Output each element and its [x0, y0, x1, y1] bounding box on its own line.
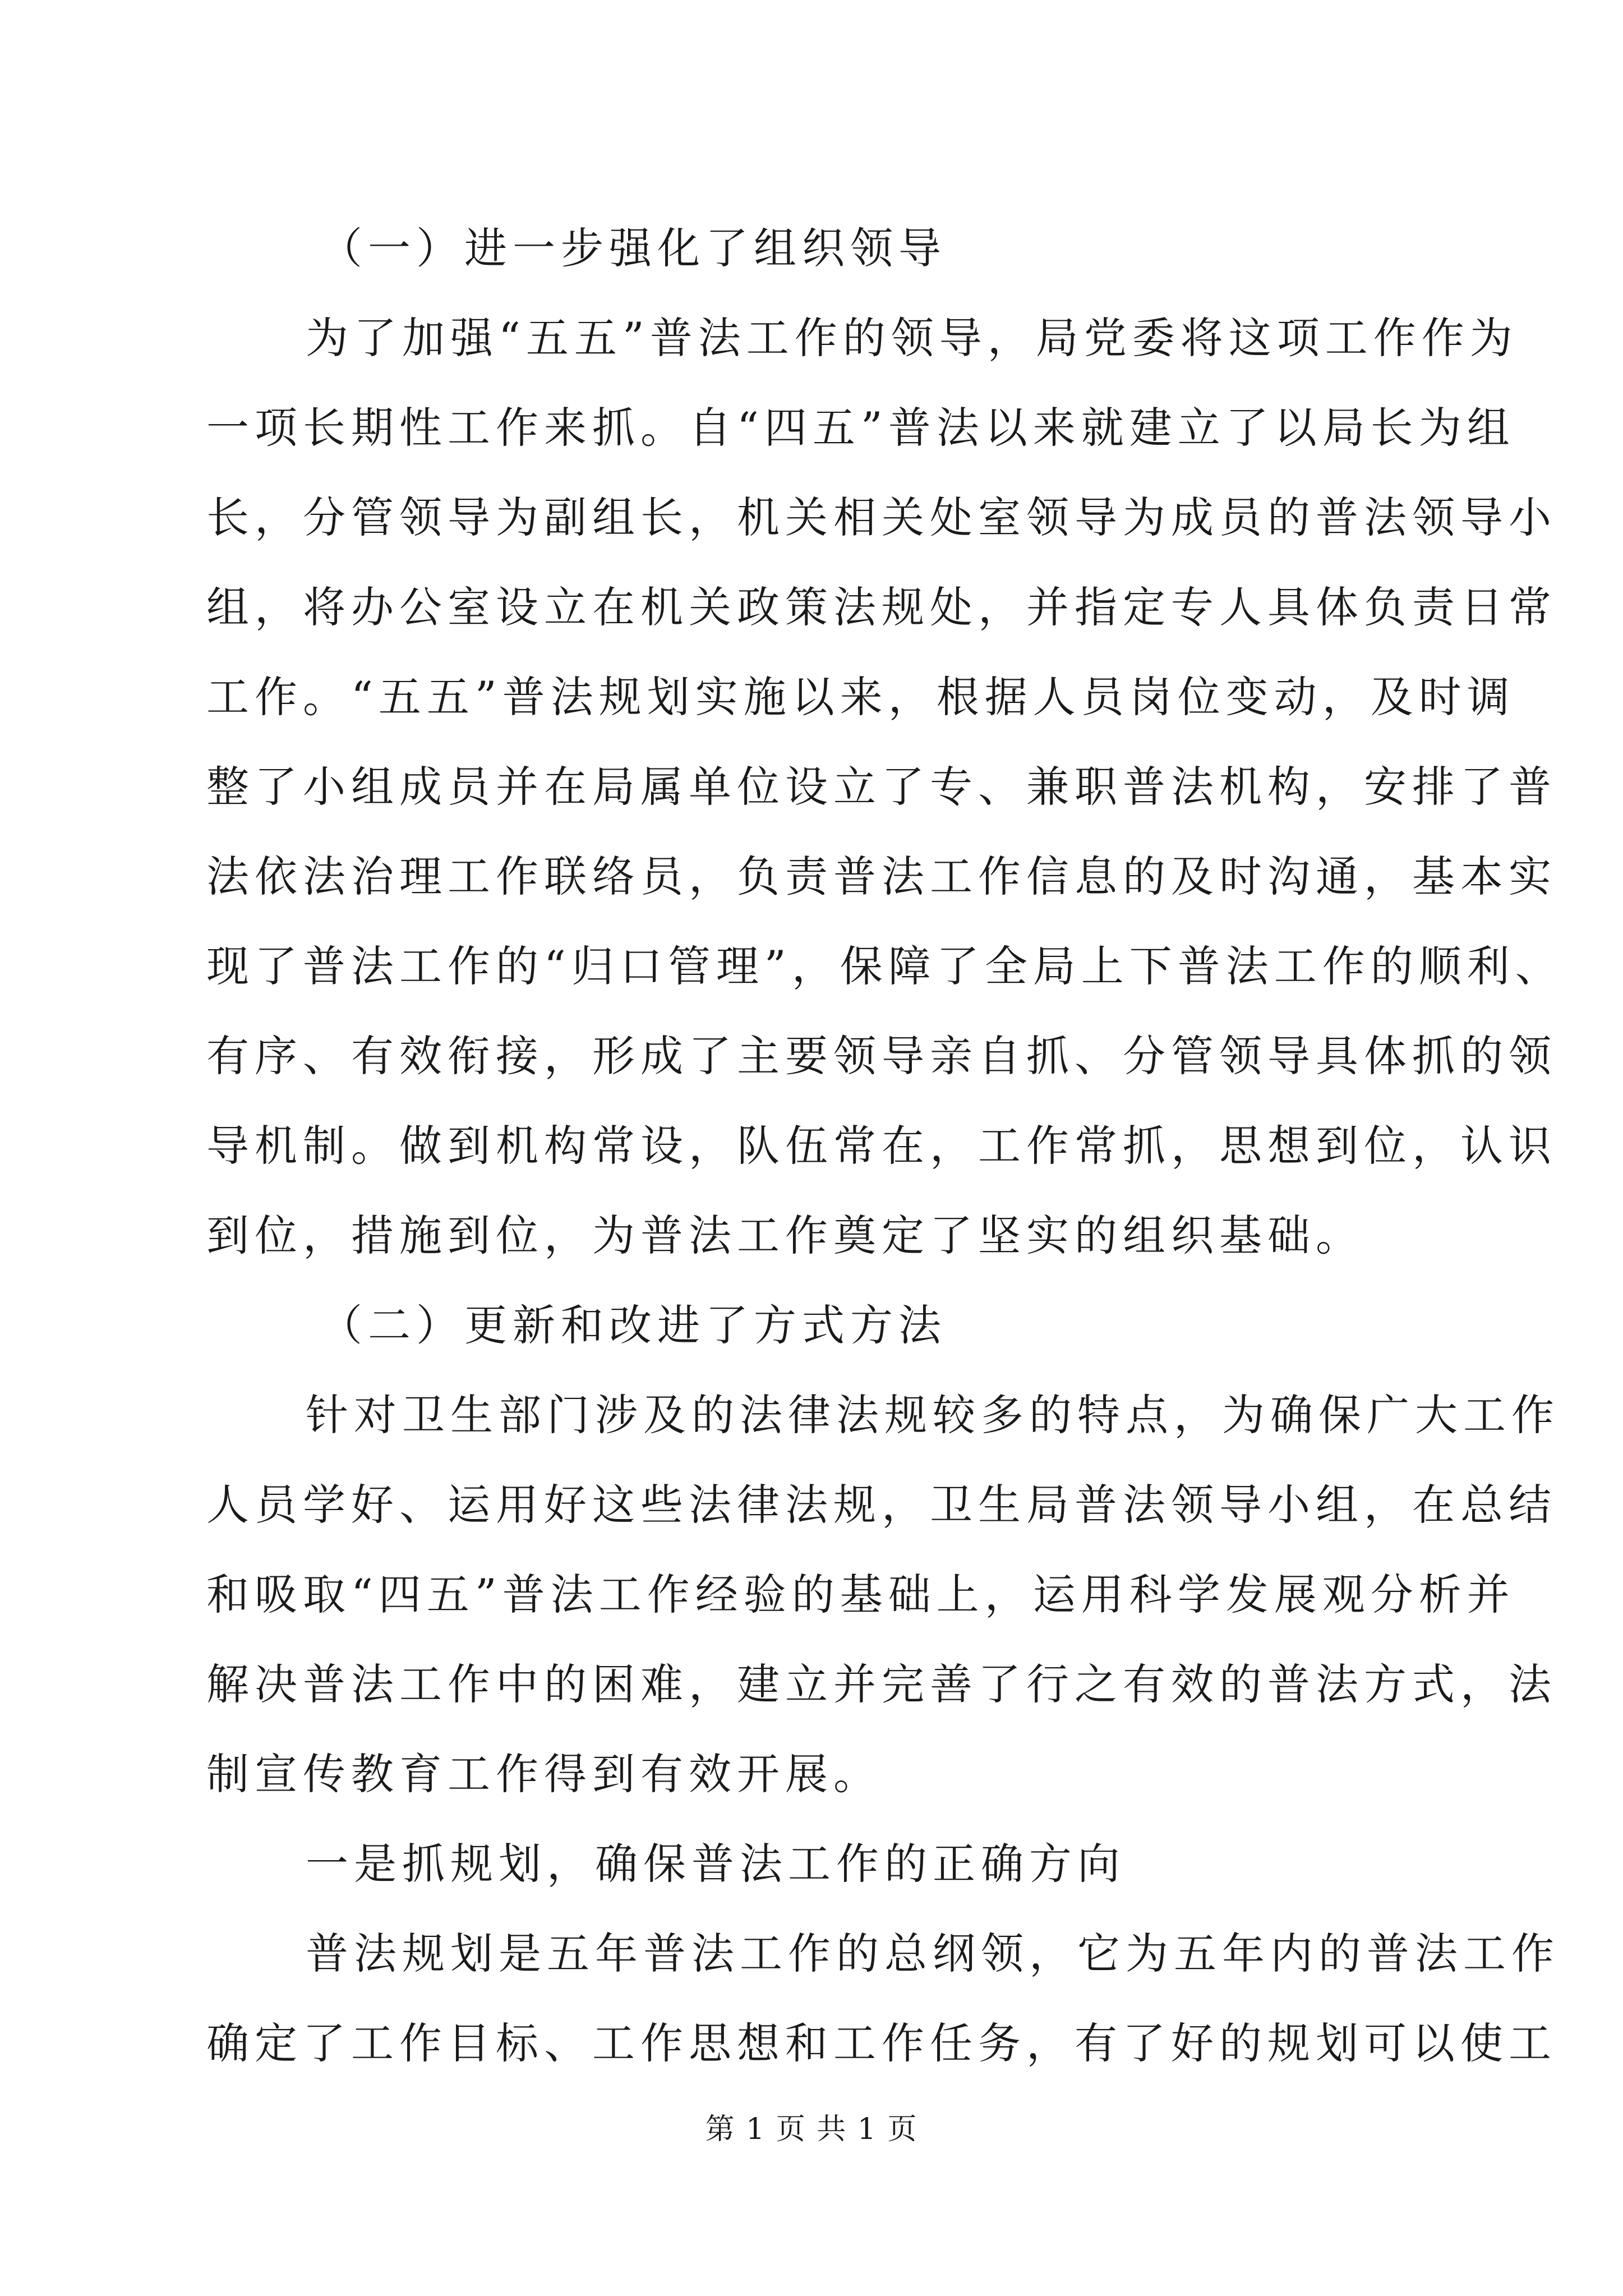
sub-heading: 一是抓规划，确保普法工作的正确方向 — [306, 1839, 1126, 1889]
paragraph-line: 普法规划是五年普法工作的总纲领，它为五年内的普法工作 — [306, 1929, 1560, 1978]
paragraph-line: 长，分管领导为副组长，机关相关处室领导为成员的普法领导小 — [206, 493, 1557, 542]
paragraph-line: 确定了工作目标、工作思想和工作任务，有了好的规划可以使工 — [206, 2018, 1557, 2068]
paragraph-line: 到位，措施到位，为普法工作奠定了坚实的组织基础。 — [206, 1211, 1364, 1260]
paragraph-line: 针对卫生部门涉及的法律法规较多的特点，为确保广大工作 — [306, 1390, 1560, 1440]
page-footer: 第 1 页 共 1 页 — [705, 2113, 918, 2146]
section-heading-1: （一）进一步强化了组织领导 — [320, 223, 947, 273]
paragraph-line: 一项长期性工作来抓。自“四五”普法以来就建立了以局长为组 — [206, 403, 1515, 453]
paragraph-line: 现了普法工作的“归口管理”，保障了全局上下普法工作的顺利、 — [206, 941, 1564, 991]
paragraph-line: 法依法治理工作联络员，负责普法工作信息的及时沟通，基本实 — [206, 852, 1557, 901]
paragraph-line: 工作。“五五”普法规划实施以来，根据人员岗位变动，及时调 — [206, 672, 1515, 722]
paragraph-line: 解决普法工作中的困难，建立并完善了行之有效的普法方式，法 — [206, 1659, 1557, 1709]
paragraph-line: 组，将办公室设立在机关政策法规处，并指定专人具体负责日常 — [206, 582, 1557, 632]
paragraph-line: 整了小组成员并在局属单位设立了专、兼职普法机构，安排了普 — [206, 762, 1557, 812]
paragraph-line: 和吸取“四五”普法工作经验的基础上，运用科学发展观分析并 — [206, 1570, 1515, 1619]
section-heading-2: （二）更新和改进了方式方法 — [320, 1300, 947, 1350]
paragraph-line: 制宣传教育工作得到有效开展。 — [206, 1749, 882, 1799]
paragraph-line: 有序、有效衔接，形成了主要领导亲自抓、分管领导具体抓的领 — [206, 1031, 1557, 1081]
paragraph-line: 导机制。做到机构常设，队伍常在，工作常抓，思想到位，认识 — [206, 1121, 1557, 1171]
paragraph-line: 人员学好、运用好这些法律法规，卫生局普法领导小组，在总结 — [206, 1480, 1557, 1530]
paragraph-line: 为了加强“五五”普法工作的领导，局党委将这项工作作为 — [306, 313, 1518, 363]
